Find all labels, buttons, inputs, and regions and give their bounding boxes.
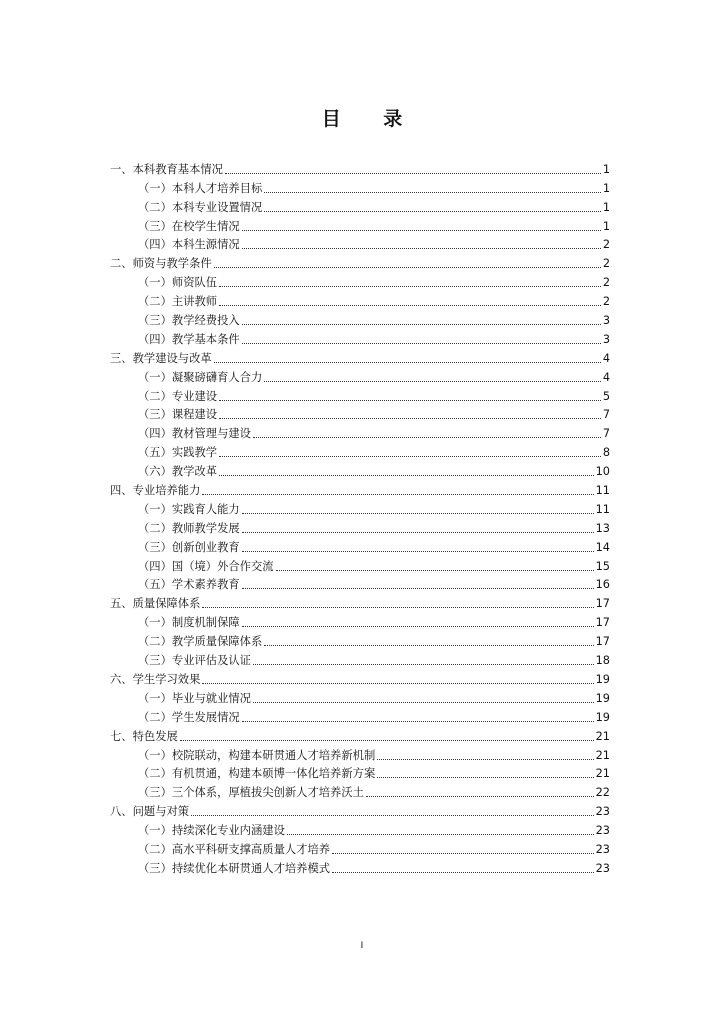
toc-entry-page: 5 (602, 389, 610, 403)
toc-section-entry[interactable] (110, 800, 610, 819)
toc-entry-label: （二）学生发展情况 (138, 710, 240, 724)
toc-entry-page: 1 (602, 162, 610, 176)
table-of-contents (110, 158, 610, 876)
dot-leader (253, 701, 594, 703)
dot-leader (202, 493, 593, 495)
toc-subsection-entry[interactable] (110, 611, 610, 630)
toc-entry-page: 17 (595, 635, 610, 649)
dot-leader (264, 191, 601, 193)
toc-entry-page: 11 (595, 484, 610, 498)
toc-entry-page: 2 (602, 276, 610, 290)
dot-leader (219, 417, 601, 419)
dot-leader (332, 871, 594, 873)
toc-subsection-entry[interactable] (110, 763, 610, 782)
toc-entry-page: 2 (602, 295, 610, 309)
toc-entry-page: 3 (602, 314, 610, 328)
toc-entry-label: 六、学生学习效果 (110, 672, 201, 686)
toc-entry-label: （三）三个体系，厚植拔尖创新人才培养沃土 (138, 786, 364, 800)
dot-leader (242, 247, 601, 249)
toc-subsection-entry[interactable] (110, 630, 610, 649)
dot-leader (242, 550, 594, 552)
toc-entry-label: 二、师资与教学条件 (110, 257, 212, 271)
toc-subsection-entry[interactable] (110, 460, 610, 479)
toc-subsection-entry[interactable] (110, 687, 610, 706)
toc-entry-page: 21 (595, 748, 610, 762)
toc-entry-label: （一）持续深化专业内涵建设 (138, 824, 285, 838)
toc-entry-label: 七、特色发展 (110, 729, 178, 743)
dot-leader (377, 758, 593, 760)
page-title: 目 录 (321, 108, 421, 130)
toc-entry-page: 4 (602, 351, 610, 365)
toc-entry-label: （二）专业建设 (138, 389, 218, 403)
toc-subsection-entry[interactable] (110, 649, 610, 668)
toc-entry-label: （二）高水平科研支撑高质量人才培养 (138, 842, 331, 856)
toc-entry-label: （四）教材管理与建设 (138, 427, 251, 441)
toc-entry-page: 22 (595, 786, 610, 800)
toc-entry-page: 19 (595, 691, 610, 705)
toc-entry-page: 23 (595, 805, 610, 819)
toc-entry-label: （二）本科专业设置情况 (138, 200, 263, 214)
toc-subsection-entry[interactable] (110, 385, 610, 404)
dot-leader (253, 436, 601, 438)
toc-entry-label: 三、教学建设与改革 (110, 351, 212, 365)
toc-subsection-entry[interactable] (110, 422, 610, 441)
toc-subsection-entry[interactable] (110, 536, 610, 555)
dot-leader (253, 663, 594, 665)
toc-entry-page: 11 (595, 502, 610, 516)
toc-entry-label: 五、质量保障体系 (110, 597, 201, 611)
toc-subsection-entry[interactable] (110, 309, 610, 328)
toc-entry-label: （六）教学改革 (138, 465, 218, 479)
toc-entry-page: 1 (602, 181, 610, 195)
toc-entry-page: 23 (595, 861, 610, 875)
toc-entry-label: （一）本科人才培养目标 (138, 181, 263, 195)
toc-section-entry[interactable] (110, 668, 610, 687)
toc-subsection-entry[interactable] (110, 574, 610, 593)
dot-leader (242, 625, 594, 627)
toc-entry-label: （三）持续优化本研贯通人才培养模式 (138, 861, 331, 875)
dot-leader (225, 172, 601, 174)
dot-leader (242, 229, 601, 231)
toc-subsection-entry[interactable] (110, 290, 610, 309)
page-number: I (360, 941, 364, 951)
toc-entry-label: （三）课程建设 (138, 408, 218, 422)
dot-leader (242, 512, 594, 514)
toc-entry-label: （一）校院联动，构建本研贯通人才培养新机制 (138, 748, 376, 762)
toc-subsection-entry[interactable] (110, 196, 610, 215)
dot-leader (287, 833, 594, 835)
toc-entry-label: （一）实践育人能力 (138, 502, 240, 516)
toc-entry-label: （四）国（境）外合作交流 (138, 559, 274, 573)
dot-leader (242, 342, 601, 344)
toc-entry-label: （一）毕业与就业情况 (138, 691, 251, 705)
toc-entry-page: 2 (602, 257, 610, 271)
toc-subsection-entry[interactable] (110, 555, 610, 574)
toc-entry-label: （三）专业评估及认证 (138, 654, 251, 668)
toc-entry-page: 17 (595, 616, 610, 630)
toc-entry-page: 23 (595, 842, 610, 856)
dot-leader (242, 323, 601, 325)
toc-entry-label: （三）在校学生情况 (138, 219, 240, 233)
toc-entry-label: （二）教学质量保障体系 (138, 635, 263, 649)
toc-entry-label: （四）本科生源情况 (138, 238, 240, 252)
toc-entry-page: 15 (595, 559, 610, 573)
dot-leader (219, 304, 601, 306)
dot-leader (202, 606, 593, 608)
toc-entry-page: 13 (595, 521, 610, 535)
dot-leader (242, 720, 594, 722)
toc-entry-page: 7 (602, 427, 610, 441)
dot-leader (191, 814, 594, 816)
toc-entry-page: 19 (595, 710, 610, 724)
toc-entry-label: （二）主讲教师 (138, 295, 218, 309)
dot-leader (219, 455, 601, 457)
toc-section-entry[interactable] (110, 725, 610, 744)
toc-subsection-entry[interactable] (110, 215, 610, 234)
dot-leader (264, 380, 601, 382)
toc-entry-page: 1 (602, 219, 610, 233)
toc-entry-page: 8 (602, 446, 610, 460)
dot-leader (264, 644, 593, 646)
dot-leader (332, 852, 594, 854)
toc-entry-label: （五）学术素养教育 (138, 578, 240, 592)
toc-entry-page: 16 (595, 578, 610, 592)
dot-leader (202, 682, 593, 684)
toc-section-entry[interactable] (110, 252, 610, 271)
toc-subsection-entry[interactable] (110, 819, 610, 838)
toc-entry-label: （三）教学经费投入 (138, 314, 240, 328)
dot-leader (276, 569, 594, 571)
toc-entry-page: 2 (602, 238, 610, 252)
toc-entry-page: 1 (602, 200, 610, 214)
toc-entry-page: 17 (595, 597, 610, 611)
toc-entry-label: （五）实践教学 (138, 446, 218, 460)
toc-entry-label: （四）教学基本条件 (138, 332, 240, 346)
dot-leader (219, 399, 601, 401)
toc-section-entry[interactable] (110, 347, 610, 366)
toc-entry-label: （三）创新创业教育 (138, 540, 240, 554)
toc-entry-label: （一）凝聚磅礴育人合力 (138, 370, 263, 384)
toc-entry-label: 一、本科教育基本情况 (110, 162, 223, 176)
toc-subsection-entry[interactable] (110, 706, 610, 725)
toc-subsection-entry[interactable] (110, 744, 610, 763)
dot-leader (219, 474, 594, 476)
dot-leader (214, 266, 601, 268)
toc-section-entry[interactable] (110, 592, 610, 611)
dot-leader (242, 587, 594, 589)
dot-leader (264, 210, 601, 212)
dot-leader (366, 795, 594, 797)
toc-entry-page: 18 (595, 654, 610, 668)
toc-entry-label: 四、专业培养能力 (110, 484, 201, 498)
toc-entry-page: 23 (595, 824, 610, 838)
toc-section-entry[interactable] (110, 158, 610, 177)
toc-entry-page: 19 (595, 672, 610, 686)
toc-subsection-entry[interactable] (110, 857, 610, 876)
toc-subsection-entry[interactable] (110, 838, 610, 857)
toc-subsection-entry[interactable] (110, 517, 610, 536)
toc-entry-label: （一）制度机制保障 (138, 616, 240, 630)
toc-section-entry[interactable] (110, 479, 610, 498)
dot-leader (377, 776, 593, 778)
toc-entry-page: 7 (602, 408, 610, 422)
toc-entry-label: （一）师资队伍 (138, 276, 218, 290)
toc-entry-label: （二）教师教学发展 (138, 521, 240, 535)
toc-entry-page: 3 (602, 332, 610, 346)
toc-subsection-entry[interactable] (110, 441, 610, 460)
toc-subsection-entry[interactable] (110, 177, 610, 196)
toc-subsection-entry[interactable] (110, 781, 610, 800)
toc-subsection-entry[interactable] (110, 271, 610, 290)
toc-entry-page: 14 (595, 540, 610, 554)
toc-entry-page: 21 (595, 767, 610, 781)
toc-entry-label: （二）有机贯通，构建本硕博一体化培养新方案 (138, 767, 376, 781)
dot-leader (180, 739, 594, 741)
toc-subsection-entry[interactable] (110, 366, 610, 385)
toc-subsection-entry[interactable] (110, 234, 610, 253)
toc-entry-page: 4 (602, 370, 610, 384)
toc-subsection-entry[interactable] (110, 404, 610, 423)
dot-leader (242, 531, 594, 533)
dot-leader (214, 361, 601, 363)
toc-subsection-entry[interactable] (110, 498, 610, 517)
toc-entry-page: 10 (595, 465, 610, 479)
toc-entry-page: 21 (595, 729, 610, 743)
toc-entry-label: 八、问题与对策 (110, 805, 190, 819)
toc-subsection-entry[interactable] (110, 328, 610, 347)
dot-leader (219, 285, 601, 287)
